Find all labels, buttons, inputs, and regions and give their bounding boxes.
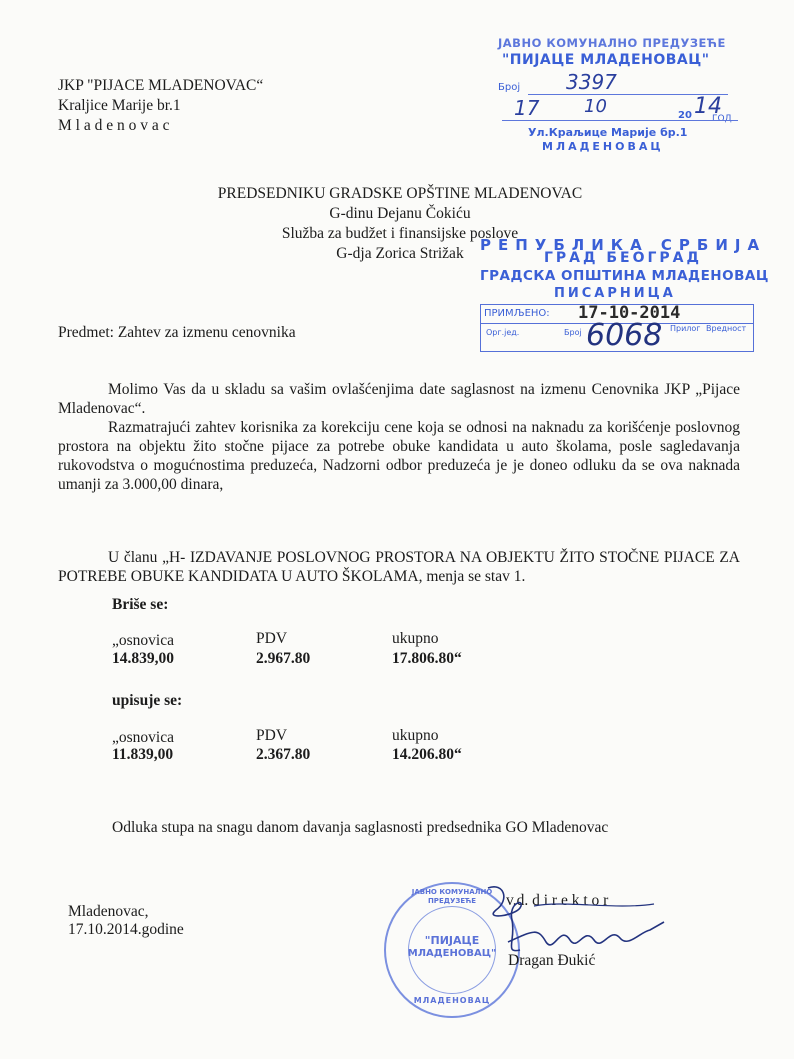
stamp-top-right (488, 30, 746, 156)
registry-org-label: Орг.јед. (486, 328, 520, 337)
date-text: 17.10.2014.godine (68, 921, 184, 938)
sender-city: M l a d e n o v a c (58, 117, 170, 134)
insert-value-pdv: 2.367.80 (256, 746, 311, 763)
stamp-broj-label: Број (498, 82, 521, 93)
stamp-date-year: 14 (694, 94, 722, 119)
signature-stroke-1 (488, 887, 521, 951)
delete-value-total: 17.806.80“ (392, 650, 462, 667)
insert-label-base: „osnovica (112, 729, 174, 746)
signature-stroke-2 (508, 922, 664, 945)
registry-value-label: Вредност (706, 324, 747, 333)
signature-name: Dragan Đukić (508, 952, 596, 969)
body-para3-wrap (58, 548, 740, 586)
delete-label-base: „osnovica (112, 632, 174, 649)
subject-line: Predmet: Zahtev za izmenu cenovnika (58, 324, 296, 341)
round-seal-inner1: "ПИЈАЦЕ (424, 934, 480, 947)
delete-label-pdv: PDV (256, 630, 288, 647)
registry-received-label: ПРИМЉЕНО: (484, 308, 550, 319)
insert-value-base: 11.839,00 (112, 746, 174, 763)
registry-line3: ГРАДСКА ОПШТИНА МЛАДЕНОВАЦ (480, 268, 769, 284)
body-para3: U članu „H- IZDAVANJE POSLOVNOG PROSTORA NA OBJEKTU ŽITO STOČNE PIJACE ZA POTREBE OBUKE KANDIDATA U AUTO ŠKOLAMA, menja se stav 1. (58, 549, 740, 585)
stamp-date-line (502, 120, 738, 121)
recipient-line3: Služba za budžet i finansijske poslove (281, 225, 519, 242)
stamp-city: МЛАДЕНОВАЦ (542, 140, 664, 153)
insert-label-pdv: PDV (256, 727, 288, 744)
delete-heading: Briše se: (112, 596, 169, 613)
registry-hand-number: 6068 (586, 318, 663, 353)
recipient-line2: G-dinu Dejanu Čokiću (329, 205, 471, 222)
delete-value-pdv: 2.967.80 (256, 650, 311, 667)
stamp-line2: "ПИЈАЦЕ МЛАДЕНОВАЦ" (502, 52, 710, 68)
registry-line4: ПИСАРНИЦА (554, 286, 676, 301)
stamp-god-label: 20 (678, 110, 692, 121)
registry-received-date: 17-10-2014 (578, 303, 681, 323)
round-seal-outer-text: ЈАВНО КОМУНАЛНО ПРЕДУЗЕЋЕ (411, 888, 493, 905)
round-seal-bottom: МЛАДЕНОВАЦ (413, 996, 491, 1005)
signature-title: v.d. d i r e k t o r (506, 892, 609, 909)
insert-heading: upisuje se: (112, 692, 183, 709)
registry-broj-label: Број (564, 328, 582, 337)
delete-label-total: ukupno (392, 630, 439, 647)
signature-stroke-3 (534, 904, 654, 906)
registry-line1: РЕПУБЛИКА СРБИЈА (480, 236, 767, 254)
place-text: Mladenovac, (68, 903, 149, 920)
recipient-line4: G-dja Zorica Strižak (336, 245, 464, 262)
body-paragraphs (58, 380, 740, 494)
registry-prilog-label: Прилог (670, 324, 701, 333)
stamp-addr: Ул.Краљице Марије бр.1 (528, 126, 688, 139)
sender-name: JKP "PIJACE MLADENOVAC“ (58, 77, 264, 94)
round-seal-inner2: МЛАДЕНОВАЦ" (407, 948, 497, 959)
stamp-registry (474, 236, 769, 360)
sender-street: Kraljice Marije br.1 (58, 97, 181, 114)
body-para1: Molimo Vas da u skladu sa vašim ovlašćenjima date saglasnost na izmenu Cenovnika JKP „Pijace Mladenovac“. (58, 381, 740, 417)
insert-label-total: ukupno (392, 727, 439, 744)
stamp-god-suffix: ГОД (712, 114, 732, 124)
stamp-broj-value: 3397 (566, 70, 617, 94)
stamp-date-month: 10 (584, 96, 607, 117)
delete-value-base: 14.839,00 (112, 650, 174, 667)
body-para2: Razmatrajući zahtev korisnika za korekciju cene koja se odnosi na naknadu za korišćenje poslovnog prostora na objektu žito stočne pijace za potrebe obuke kandidata u auto školama, posle sagledavanja rukovodstva o mogućnostima preduzeća, Nadzorni odbor preduzeća je je doneo odluku da se ova naknada umanji za 3.000,00 dinara, (58, 419, 740, 493)
sender-block (58, 76, 263, 136)
closing-statement: Odluka stupa na snagu danom davanja saglasnosti predsednika GO Mladenovac (112, 819, 609, 836)
stamp-date-day: 17 (514, 96, 540, 120)
registry-line2: ГРАД БЕОГРАД (544, 250, 702, 266)
recipient-line1: PREDSEDNIKU GRADSKE OPŠTINE MLADENOVAC (217, 185, 583, 202)
stamp-line1: ЈАВНО КОМУНАЛНО ПРЕДУЗЕЋЕ (498, 36, 726, 50)
insert-value-total: 14.206.80“ (392, 746, 462, 763)
